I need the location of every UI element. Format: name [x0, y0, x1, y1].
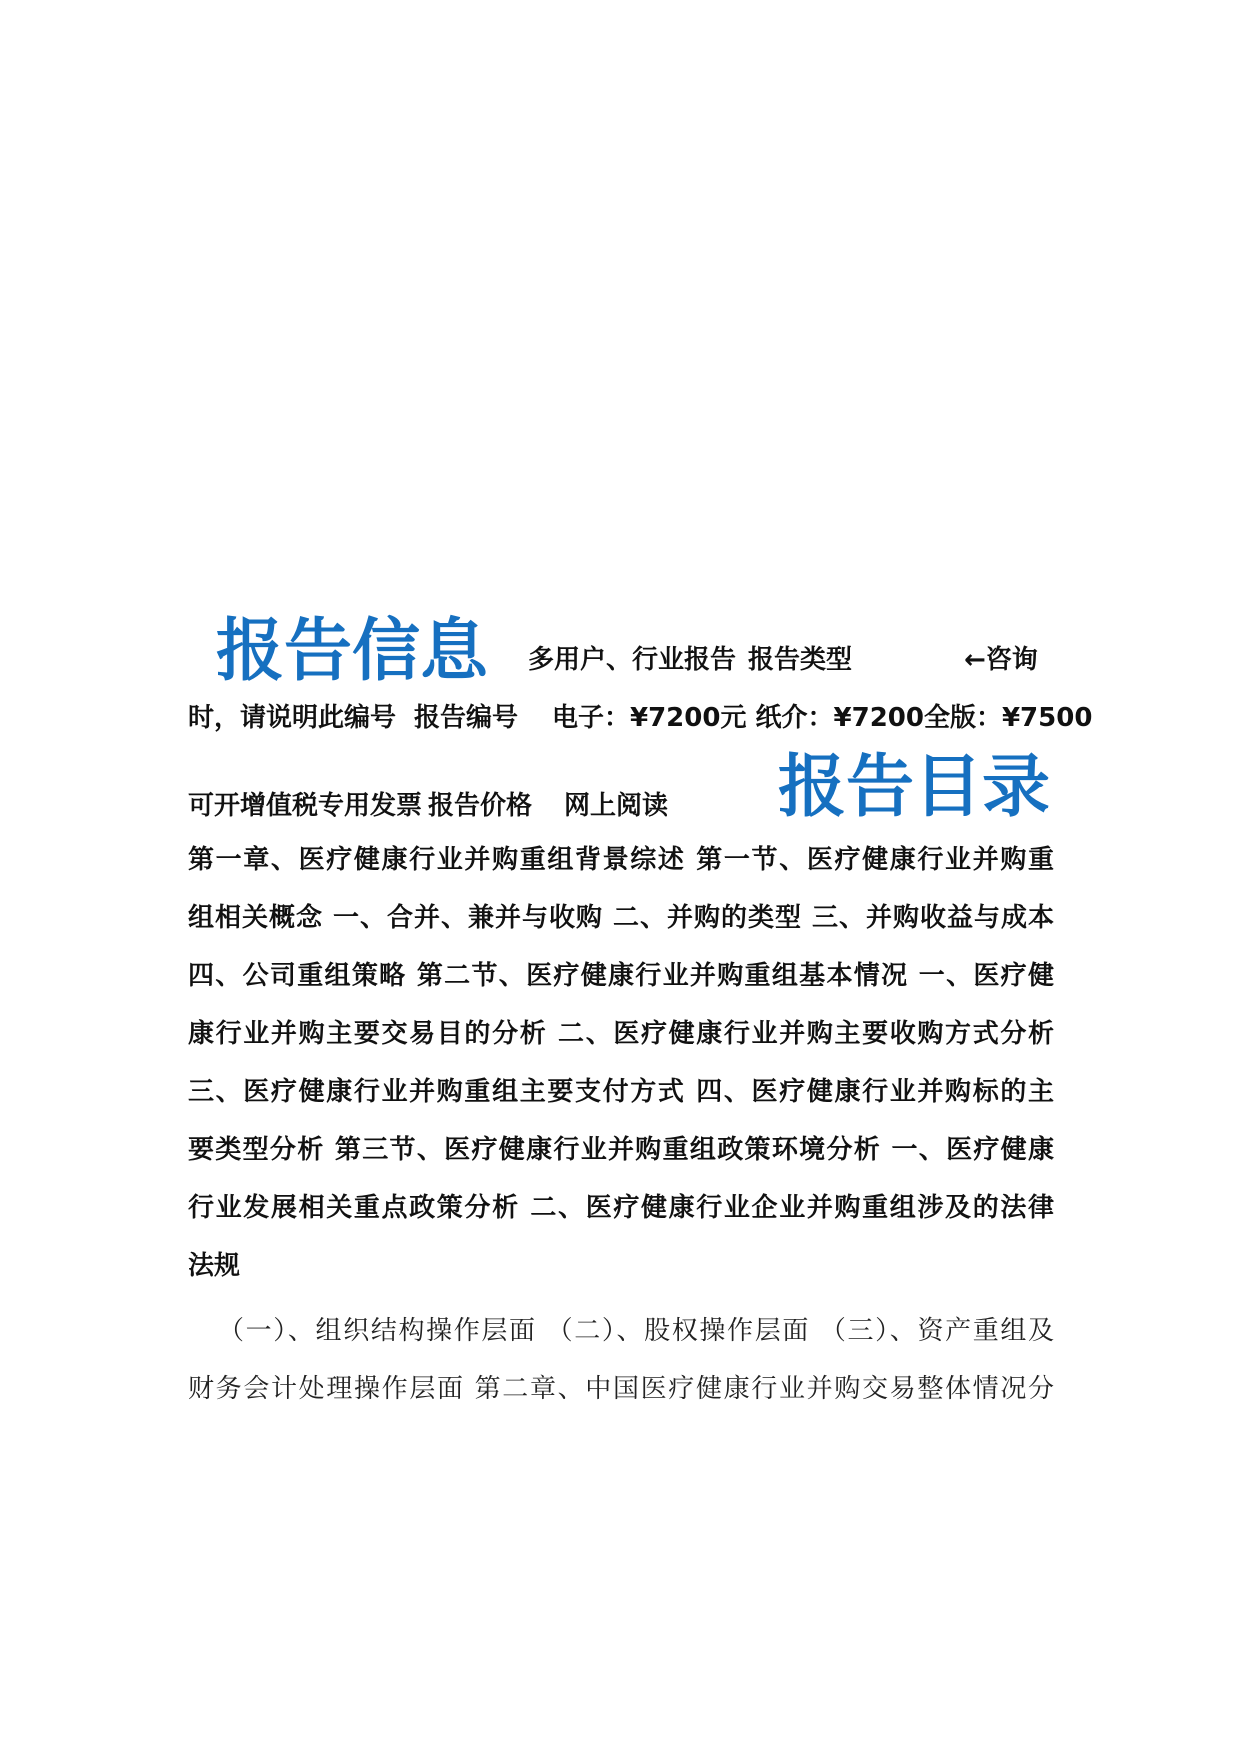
catalog-line: 行业发展相关重点政策分析 二、医疗健康行业企业并购重组涉及的法律	[188, 1193, 1054, 1223]
catalog-line: 法规	[188, 1251, 241, 1281]
catalog-line: 四、公司重组策略 第二节、医疗健康行业并购重组基本情况 一、医疗健	[188, 961, 1054, 991]
catalog-heading: 报告目录	[778, 748, 1051, 827]
catalog-line: 第一章、医疗健康行业并购重组背景综述 第一节、医疗健康行业并购重	[188, 845, 1054, 875]
report-info-heading: 报告信息	[216, 612, 489, 691]
catalog-line: 组相关概念 一、合并、兼并与收购 二、并购的类型 三、并购收益与成本	[188, 903, 1054, 933]
consult-note-rest: 时，请说明此编号	[188, 703, 397, 733]
report-number-label: 报告编号	[414, 703, 519, 733]
report-price-label: 报告价格	[428, 791, 533, 821]
catalog-line: 要类型分析 第三节、医疗健康行业并购重组政策环境分析 一、医疗健康	[188, 1135, 1054, 1165]
online-read-link[interactable]: 网上阅读	[564, 791, 669, 821]
report-info-row-1	[188, 612, 1054, 692]
catalog-line-serif: （一）、组织结构操作层面 （二）、股权操作层面 （三）、资产重组及	[218, 1316, 1054, 1346]
report-type-label: 报告类型	[748, 645, 853, 675]
price-value: 电子：¥7200元 纸介：¥7200全版：¥7500	[552, 703, 1093, 733]
report-info-row-3	[188, 748, 1054, 844]
catalog-line: 三、医疗健康行业并购重组主要支付方式 四、医疗健康行业并购标的主	[188, 1077, 1054, 1107]
catalog-line: 康行业并购主要交易目的分析 二、医疗健康行业并购主要收购方式分析	[188, 1019, 1054, 1049]
report-type-value: 多用户、行业报告	[528, 645, 737, 675]
consult-note-prefix: ←咨询	[964, 645, 1038, 675]
invoice-note: 可开增值税专用发票	[188, 791, 423, 821]
catalog-line-serif: 财务会计处理操作层面 第二章、中国医疗健康行业并购交易整体情况分	[188, 1374, 1054, 1404]
